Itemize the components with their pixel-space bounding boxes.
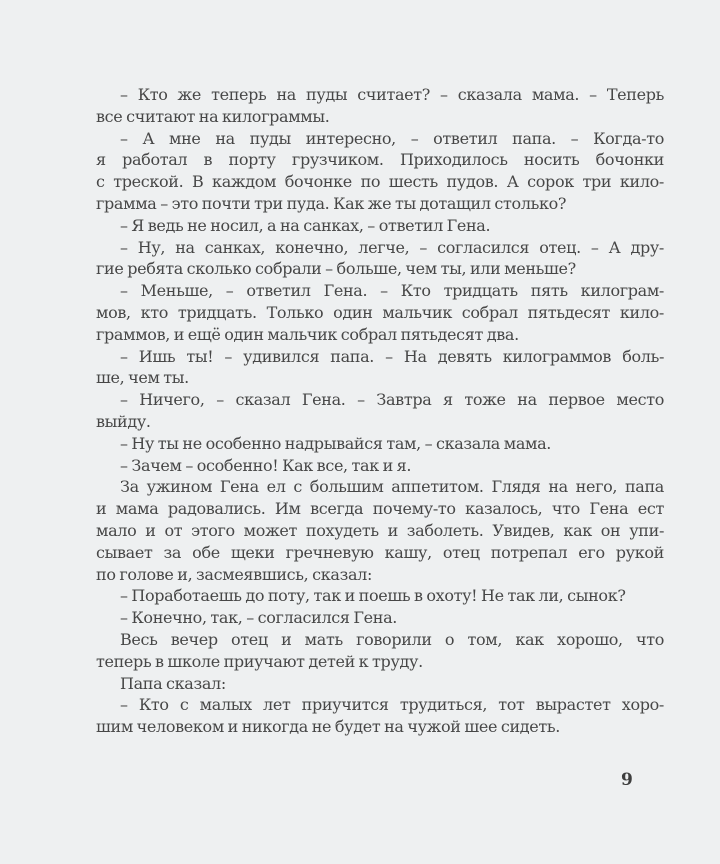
text-line: – Ничего, – сказал Гена. – Завтра я тоже на первое место (120, 390, 664, 410)
text-line: мов, кто тридцать. Только один мальчик собрал пятьдесят кило- (96, 302, 664, 322)
text-line: – А мне на пуды интересно, – ответил папа. – Когда-то (120, 128, 664, 148)
text-line: За ужином Гена ел с большим аппетитом. Глядя на него, папа (120, 477, 664, 497)
text-line: – Я ведь не носил, а на санках, – ответил Гена. (120, 215, 491, 235)
text-line: ше, чем ты. (96, 368, 189, 388)
text-line: мало и от этого может похудеть и заболеть. Увидев, как он упи- (96, 520, 664, 540)
text-line: грамма – это почти три пуда. Как же ты дотащил столько? (96, 193, 567, 213)
text-line: – Ну, на санках, конечно, легче, – согласился отец. – А дру- (120, 237, 664, 257)
text-line: гие ребята сколько собрали – больше, чем ты, или меньше? (96, 259, 576, 279)
text-line: – Зачем – особенно! Как все, так и я. (120, 455, 412, 475)
text-line: граммов, и ещё один мальчик собрал пятьдесят два. (96, 324, 519, 344)
text-line: – Меньше, – ответил Гена. – Кто тридцать пять килограм- (120, 281, 664, 301)
text-line: теперь в школе приучают детей к труду. (96, 651, 423, 671)
text-line: – Кто с малых лет приучится трудиться, тот вырастет хоро- (120, 695, 664, 715)
text-line: выйду. (96, 411, 151, 431)
text-line: – Поработаешь до поту, так и поешь в охоту! Не так ли, сынок? (120, 586, 626, 606)
text-line: с треской. В каждом бочонке по шесть пудов. А сорок три кило- (96, 172, 664, 192)
text-line: я работал в порту грузчиком. Приходилось носить бочонки (96, 150, 664, 170)
text-line: – Кто же теперь на пуды считает? – сказала мама. – Теперь (120, 85, 664, 104)
text-line: – Ну ты не особенно надрывайся там, – сказала мама. (120, 433, 552, 453)
page-number: 9 (621, 770, 633, 790)
text-line: – Конечно, так, – согласился Гена. (120, 608, 397, 628)
text-line: Папа сказал: (120, 673, 226, 693)
text-line: все считают на килограммы. (96, 106, 330, 126)
text-line: сывает за обе щеки гречневую кашу, отец потрепал его рукой (96, 542, 664, 562)
text-line: шим человеком и никогда не будет на чужой шее сидеть. (96, 717, 560, 737)
text-line: по голове и, засмеявшись, сказал: (96, 564, 372, 584)
text-line: – Ишь ты! – удивился папа. – На девять килограммов боль- (120, 346, 664, 366)
text-line: и мама радовались. Им всегда почему-то казалось, что Гена ест (96, 499, 664, 519)
page-body (96, 84, 664, 738)
text-line: Весь вечер отец и мать говорили о том, как хорошо, что (120, 629, 664, 649)
